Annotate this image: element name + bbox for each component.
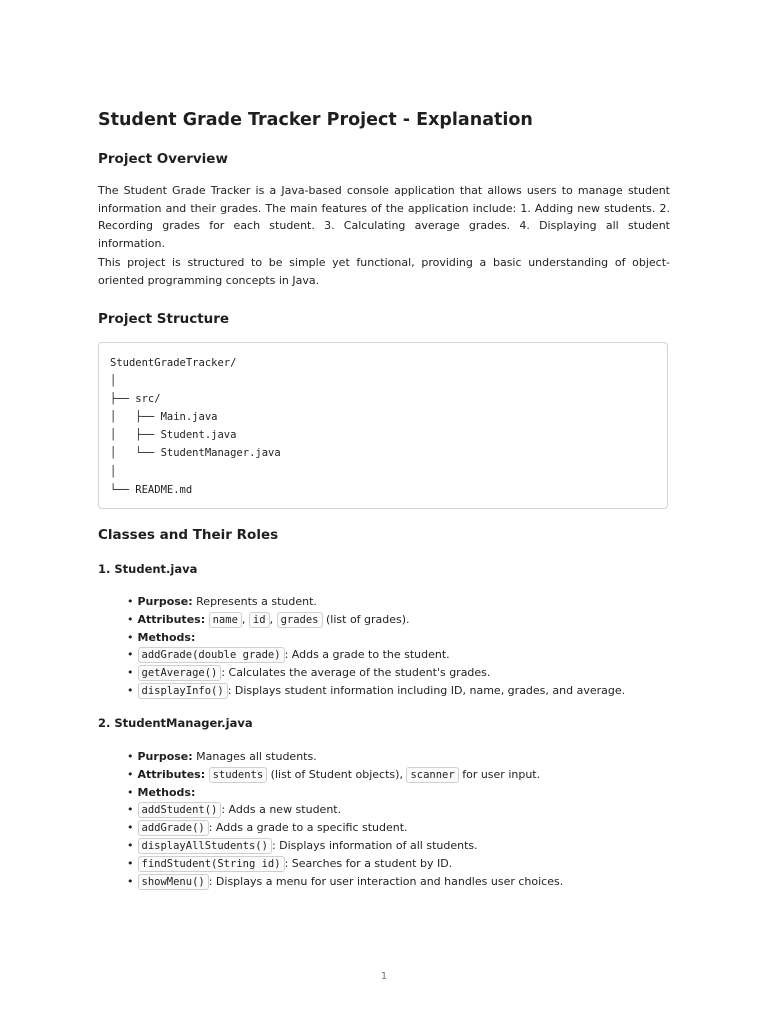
section-heading-structure: Project Structure xyxy=(98,311,230,327)
separator: , xyxy=(269,612,277,626)
methods-label: Methods: xyxy=(137,785,196,799)
bullet: • xyxy=(127,630,134,644)
method-description: : Adds a new student. xyxy=(221,803,342,817)
method-description: : Displays a menu for user interaction and handles user choices. xyxy=(208,874,564,888)
directory-tree: StudentGradeTracker/ │ ├── src/ │ ├── Main.java │ ├── Student.java │ └── StudentManager.java │ └── README.md xyxy=(110,357,281,496)
list-item xyxy=(127,611,625,629)
subheading-studentmanager-java: 2. StudentManager.java xyxy=(98,716,253,730)
list-item xyxy=(127,748,563,766)
list-item xyxy=(127,629,625,647)
bullet: • xyxy=(127,750,134,763)
method-description: : Adds a grade to a specific student. xyxy=(208,821,408,835)
overview-paragraph-1: The Student Grade Tracker is a Java-based console application that allows users to manage student information and their grades. The main features of the application include: 1. Adding new students. 2. Recording grades for each student. 3. Calculating average grades. 4. Displaying all student information. xyxy=(98,184,670,250)
list-item xyxy=(127,801,563,819)
document-title: Student Grade Tracker Project - Explanation xyxy=(98,110,533,130)
bullet: • xyxy=(127,874,134,888)
attributes-label: Attributes: xyxy=(137,767,206,781)
project-structure-code-block xyxy=(98,342,668,509)
code-method: findStudent(String id) xyxy=(138,856,285,872)
purpose-label: Purpose: xyxy=(137,750,193,763)
overview-paragraph-2: This project is structured to be simple yet functional, providing a basic understanding of object-oriented programming concepts in Java. xyxy=(98,256,670,287)
code-method: getAverage() xyxy=(138,665,222,681)
list-item xyxy=(127,593,625,611)
list-item xyxy=(127,873,563,891)
bullet: • xyxy=(127,838,134,852)
code-attr-students: students xyxy=(209,767,268,783)
purpose-text: Manages all students. xyxy=(192,750,317,763)
bullet: • xyxy=(127,767,134,781)
bullet: • xyxy=(127,803,134,817)
code-method: addStudent() xyxy=(138,802,222,818)
method-description: : Adds a grade to the student. xyxy=(284,648,450,662)
bullet: • xyxy=(127,666,134,680)
code-attr-scanner: scanner xyxy=(406,767,458,783)
code-method: displayInfo() xyxy=(138,683,228,699)
list-item xyxy=(127,855,563,873)
list-item xyxy=(127,784,563,802)
list-item xyxy=(127,766,563,784)
separator: , xyxy=(241,612,249,626)
attributes-middle: (list of Student objects), xyxy=(267,767,407,781)
attributes-tail: for user input. xyxy=(458,767,541,781)
methods-label: Methods: xyxy=(137,630,196,644)
code-method: addGrade(double grade) xyxy=(138,647,285,663)
list-item xyxy=(127,646,625,664)
code-method: displayAllStudents() xyxy=(138,838,272,854)
bullet: • xyxy=(127,648,134,662)
method-description: : Displays information of all students. xyxy=(271,838,478,852)
list-item xyxy=(127,664,625,682)
bullet: • xyxy=(127,612,134,626)
purpose-text: Represents a student. xyxy=(192,595,317,608)
manager-class-list xyxy=(127,748,563,890)
bullet: • xyxy=(127,683,134,697)
attributes-tail: (list of grades). xyxy=(322,612,410,626)
bullet: • xyxy=(127,821,134,835)
method-description: : Displays student information including ID, name, grades, and average. xyxy=(227,683,626,697)
method-description: : Searches for a student by ID. xyxy=(284,856,453,870)
code-attr-name: name xyxy=(209,612,242,628)
code-method: addGrade() xyxy=(138,820,209,836)
code-method: showMenu() xyxy=(138,874,209,890)
method-description: : Calculates the average of the student's grades. xyxy=(221,666,491,680)
purpose-label: Purpose: xyxy=(137,595,193,608)
subheading-student-java: 1. Student.java xyxy=(98,562,198,576)
student-class-list xyxy=(127,593,625,700)
list-item xyxy=(127,837,563,855)
page-number: 1 xyxy=(380,971,388,982)
bullet: • xyxy=(127,785,134,799)
code-attr-id: id xyxy=(249,612,270,628)
code-attr-grades: grades xyxy=(277,612,323,628)
section-heading-classes: Classes and Their Roles xyxy=(98,527,279,543)
list-item xyxy=(127,682,625,700)
section-heading-overview: Project Overview xyxy=(98,151,228,167)
bullet: • xyxy=(127,856,134,870)
list-item xyxy=(127,819,563,837)
attributes-label: Attributes: xyxy=(137,612,206,626)
bullet: • xyxy=(127,595,134,608)
